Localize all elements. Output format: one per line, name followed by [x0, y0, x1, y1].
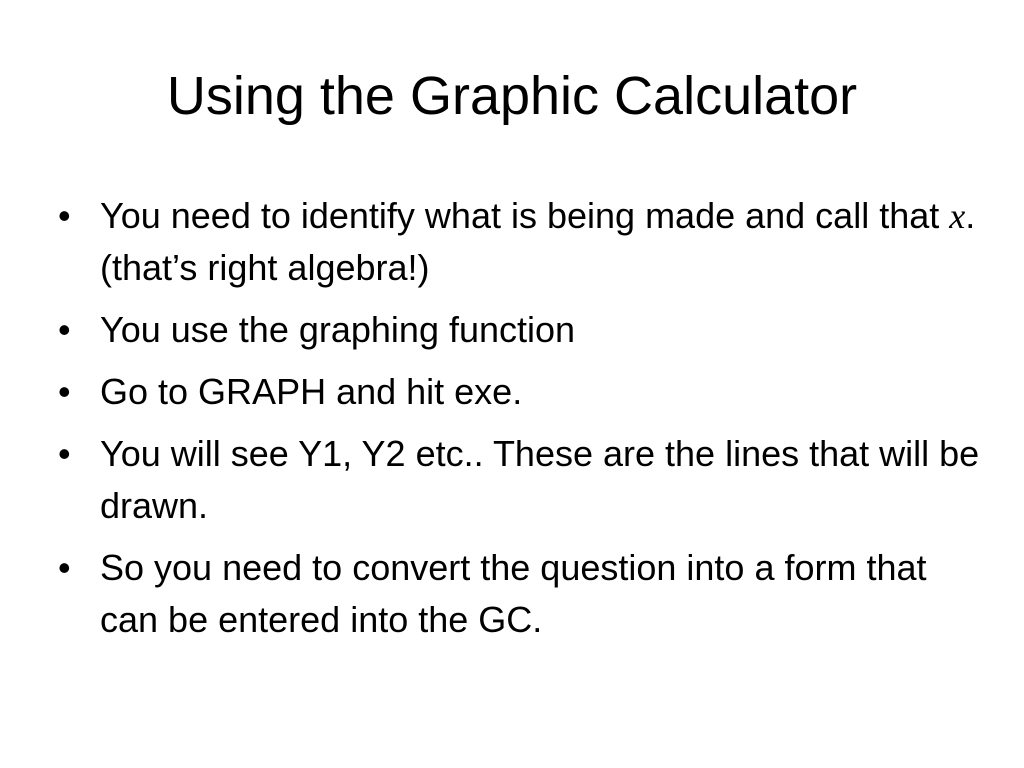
bullet-text: So you need to convert the question into a form that can be entered into the GC.	[100, 547, 927, 640]
bullet-dot-icon: •	[58, 371, 71, 412]
bullet-dot-icon: •	[58, 195, 71, 236]
bullet-dot-icon: •	[58, 309, 71, 350]
variable-x: x	[949, 196, 966, 236]
slide-title: Using the Graphic Calculator	[166, 66, 858, 126]
bullet-text-part: You need to identify what is being made and call that	[100, 195, 950, 236]
bullet-graphing-function	[52, 304, 982, 356]
bullet-text: You will see Y1, Y2 etc.. These are the lines that will be drawn.	[100, 433, 980, 526]
bullet-text: Go to GRAPH and hit exe.	[100, 371, 523, 412]
bullet-dot-icon: •	[58, 547, 71, 588]
bullet-dot-icon: •	[58, 433, 71, 474]
bullet-text: You use the graphing function	[100, 309, 576, 350]
bullet-y1-y2	[52, 428, 982, 532]
bullet-identify-x	[52, 190, 982, 294]
bullet-text-part: . (that’s right algebra!)	[100, 195, 976, 288]
bullet-convert-question	[52, 542, 982, 646]
bullet-list	[52, 190, 982, 656]
bullet-go-to-graph	[52, 366, 982, 418]
